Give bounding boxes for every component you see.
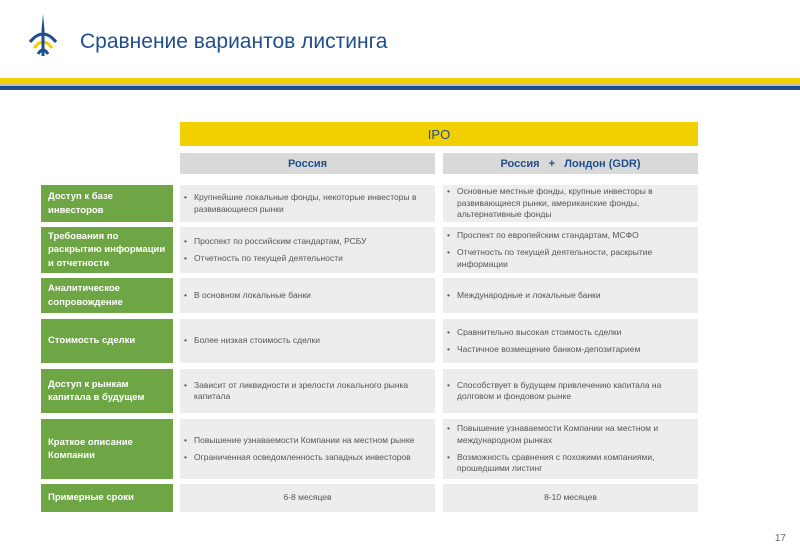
table-row	[41, 319, 698, 363]
row-label: Аналитическое сопровождение	[41, 278, 173, 313]
row-label: Краткое описание Компании	[41, 419, 173, 479]
cell-russia	[180, 185, 435, 222]
cell-russia	[180, 419, 435, 479]
row-label: Доступ к базе инвесторов	[41, 185, 173, 222]
cell-london	[443, 227, 698, 273]
list-item: • Способствует в будущем привлечению капитала на долговом и фондовом рынке	[457, 380, 692, 403]
cell-russia	[180, 278, 435, 313]
ipo-header: IPO	[180, 122, 698, 146]
list-item: • Возможность сравнения с похожими компаниями, прошедшими листинг	[457, 452, 692, 475]
list-item: • Более низкая стоимость сделки	[194, 335, 429, 346]
list-item: • Повышение узнаваемости Компании на местном рынке	[194, 435, 429, 446]
cell-russia	[180, 227, 435, 273]
table-row	[41, 419, 698, 479]
row-label: Доступ к рынкам капитала в будущем	[41, 369, 173, 413]
cell-russia	[180, 484, 435, 512]
table-row	[41, 185, 698, 222]
timeline-value-russia: 6-8 месяцев	[283, 492, 332, 503]
list-item: • Отчетность по текущей деятельности, раскрытие информации	[457, 247, 692, 270]
cell-russia	[180, 369, 435, 413]
company-logo-icon	[28, 12, 58, 58]
table-row	[41, 369, 698, 413]
header-band-blue	[0, 86, 800, 90]
list-item: • Отчетность по текущей деятельности	[194, 253, 429, 264]
cell-london	[443, 419, 698, 479]
row-label: Примерные сроки	[41, 484, 173, 512]
cell-london	[443, 369, 698, 413]
table-row	[41, 227, 698, 273]
column-header-russia: Россия	[180, 153, 435, 174]
cell-russia	[180, 319, 435, 363]
list-item: • Проспект по европейским стандартам, МСФО	[457, 230, 692, 241]
list-item: • Сравнительно высокая стоимость сделки	[457, 327, 692, 338]
page-number: 17	[774, 533, 786, 544]
list-item: • Крупнейшие локальные фонды, некоторые инвесторы в развивающиеся рынки	[194, 192, 429, 215]
cell-london	[443, 484, 698, 512]
list-item: • Ограниченная осведомленность западных инвесторов	[194, 452, 429, 463]
list-item: • Основные местные фонды, крупные инвесторы в развивающиеся рынки, американские фонды, альтернативные фонды	[457, 186, 692, 220]
row-label: Требования по раскрытию информации и отчетности	[41, 227, 173, 273]
list-item: • Международные и локальные банки	[457, 290, 692, 301]
cell-london	[443, 319, 698, 363]
timeline-value-london: 8-10 месяцев	[544, 492, 597, 503]
list-item: • В основном локальные банки	[194, 290, 429, 301]
page-title: Сравнение вариантов листинга	[80, 30, 388, 53]
table-row	[41, 484, 698, 512]
row-label: Стоимость сделки	[41, 319, 173, 363]
column-header-london: Россия + Лондон (GDR)	[443, 153, 698, 174]
cell-london	[443, 185, 698, 222]
cell-london	[443, 278, 698, 313]
table-row	[41, 278, 698, 313]
list-item: • Повышение узнаваемости Компании на местном и международном рынках	[457, 423, 692, 446]
list-item: • Зависит от ликвидности и зрелости локального рынка капитала	[194, 380, 429, 403]
list-item: • Проспект по российским стандартам, РСБУ	[194, 236, 429, 247]
list-item: • Частичное возмещение банком-депозитарием	[457, 344, 692, 355]
